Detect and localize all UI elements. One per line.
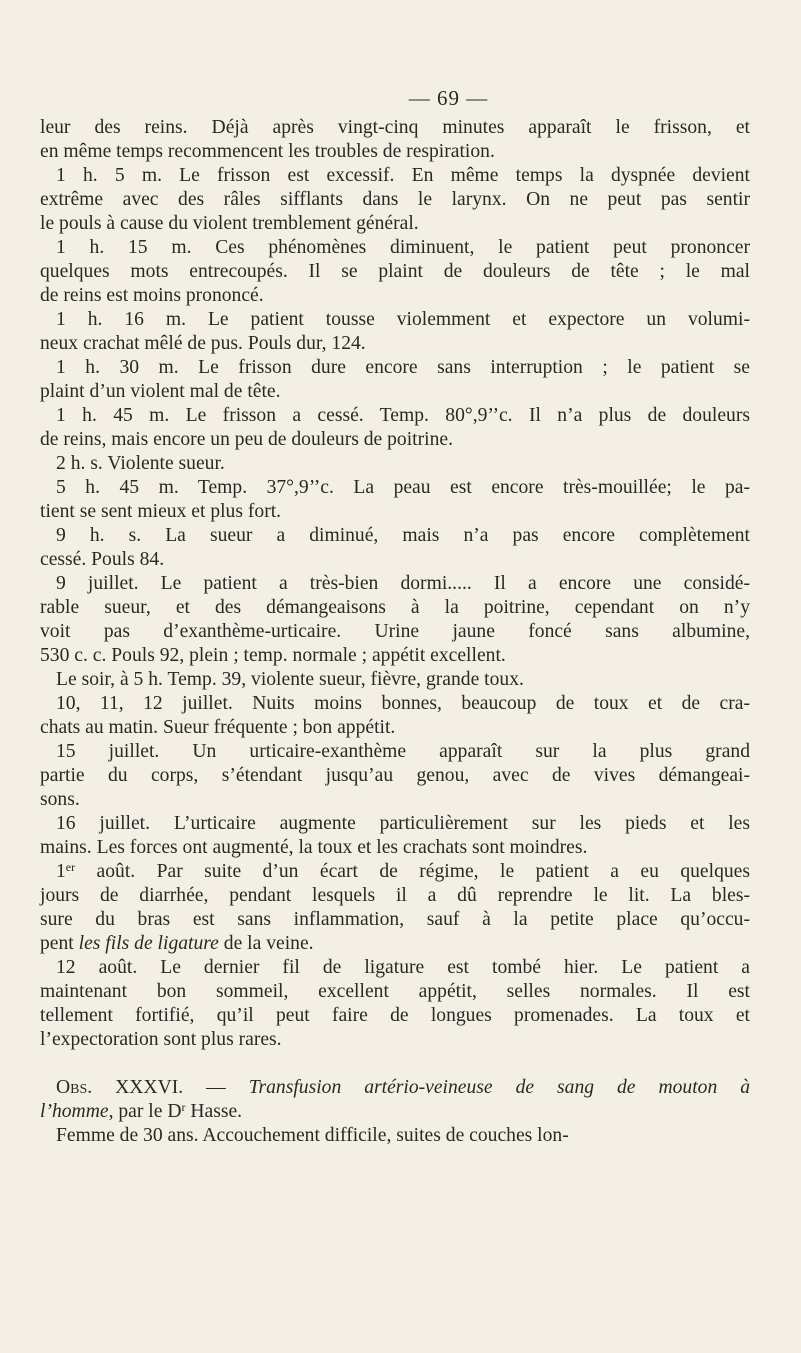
text-line: Femme de 30 ans. Accouchement difficile, suites de couches lon- — [56, 1125, 569, 1146]
text-line: 10, 11, 12 juillet. Nuits moins bonnes, beaucoup de toux et de cra- — [56, 693, 750, 714]
text-line: en même temps recommencent les troubles de respiration. — [40, 141, 495, 162]
page-number: — 69 — — [408, 86, 489, 110]
text-line: neux crachat mêlé de pus. Pouls dur, 124. — [40, 333, 366, 354]
date-number: 1 — [56, 861, 66, 882]
text-line — [56, 860, 750, 884]
text-fragment: pent — [40, 933, 79, 954]
text-line: partie du corps, s’étendant jusqu’au genou, avec de vives démangeai- — [40, 765, 750, 786]
text-line: l’expectoration sont plus rares. — [40, 1029, 282, 1050]
text-line: sure du bras est sans inflammation, sauf à la petite place qu’occu- — [40, 909, 750, 930]
italic-phrase: les fils de ligature — [78, 933, 219, 954]
text-line: 9 juillet. Le patient a très-bien dormi..... Il a encore une considé- — [56, 573, 750, 594]
text-line: 12 août. Le dernier fil de ligature est tombé hier. Le patient a — [56, 957, 750, 978]
text-line: Le soir, à 5 h. Temp. 39, violente sueur, fièvre, grande toux. — [56, 669, 524, 690]
doctor-name: Hasse. — [185, 1101, 243, 1122]
text-line: de reins est moins prononcé. — [40, 285, 264, 306]
text-line: rable sueur, et des démangeaisons à la poitrine, cependant on n’y — [40, 597, 750, 618]
text-line: plaint d’un violent mal de tête. — [40, 381, 281, 402]
text-line: mains. Les forces ont augmenté, la toux et les crachats sont moindres. — [40, 837, 588, 858]
text-line: tient se sent mieux et plus fort. — [40, 501, 282, 522]
text-line: 5 h. 45 m. Temp. 37°,9’’c. La peau est encore très-mouillée; le pa- — [56, 477, 750, 498]
observation-title: l’homme — [40, 1101, 109, 1122]
text-line: extrême avec des râles sifflants dans le larynx. On ne peut pas sentir — [40, 189, 750, 210]
text-fragment: par le D — [118, 1101, 182, 1122]
text-line: tellement fortifié, qu’il peut faire de longues promenades. La toux et — [40, 1005, 750, 1026]
text-line: sons. — [40, 789, 80, 810]
date-superscript: er — [65, 860, 76, 874]
text-line: 1 h. 30 m. Le frisson dure encore sans interruption ; le patient se — [56, 357, 750, 378]
observation-heading-line — [56, 1076, 750, 1100]
text-line: le pouls à cause du violent tremblement général. — [40, 213, 419, 234]
observation-heading-line — [40, 1100, 750, 1124]
observation-label: Obs. XXXVI. — [56, 1077, 184, 1098]
text-line: voit pas d’exanthème-urticaire. Urine jaune foncé sans albumine, — [40, 621, 750, 642]
text-line — [40, 932, 750, 956]
text-fragment: août. Par suite d’un écart de régime, le patient a eu quelques — [96, 861, 750, 882]
text-fragment: de la veine. — [223, 933, 314, 954]
text-line: 2 h. s. Violente sueur. — [56, 453, 225, 474]
text-line: 15 juillet. Un urticaire-exanthème apparaît sur la plus grand — [56, 741, 750, 762]
text-line: cessé. Pouls 84. — [40, 549, 165, 570]
text-line: leur des reins. Déjà après vingt-cinq minutes apparaît le frisson, et — [40, 117, 750, 138]
text-fragment: — — [183, 1077, 249, 1098]
text-line: 1 h. 45 m. Le frisson a cessé. Temp. 80°,9’’c. Il n’a plus de douleurs — [56, 405, 750, 426]
text-line: 16 juillet. L’urticaire augmente particulièrement sur les pieds et les — [56, 813, 750, 834]
text-line: 1 h. 16 m. Le patient tousse violemment et expectore un volumi- — [56, 309, 750, 330]
doctor-superscript: r — [181, 1100, 186, 1114]
text-fragment: , — [108, 1101, 119, 1122]
text-line: 9 h. s. La sueur a diminué, mais n’a pas encore complètement — [56, 525, 750, 546]
observation-title: Transfusion artério-veineuse de sang de mouton à — [248, 1077, 750, 1098]
text-line: 530 c. c. Pouls 92, plein ; temp. normale ; appétit excellent. — [40, 645, 506, 666]
text-line: chats au matin. Sueur fréquente ; bon appétit. — [40, 717, 396, 738]
text-line: maintenant bon sommeil, excellent appétit, selles normales. Il est — [40, 981, 750, 1002]
text-line: 1 h. 5 m. Le frisson est excessif. En même temps la dyspnée devient — [56, 165, 750, 186]
text-line: 1 h. 15 m. Ces phénomènes diminuent, le patient peut prononcer — [56, 237, 750, 258]
text-line: jours de diarrhée, pendant lesquels il a dû reprendre le lit. La bles- — [40, 885, 750, 906]
text-line: de reins, mais encore un peu de douleurs de poitrine. — [40, 429, 453, 450]
text-line: quelques mots entrecoupés. Il se plaint de douleurs de tête ; le mal — [40, 261, 750, 282]
